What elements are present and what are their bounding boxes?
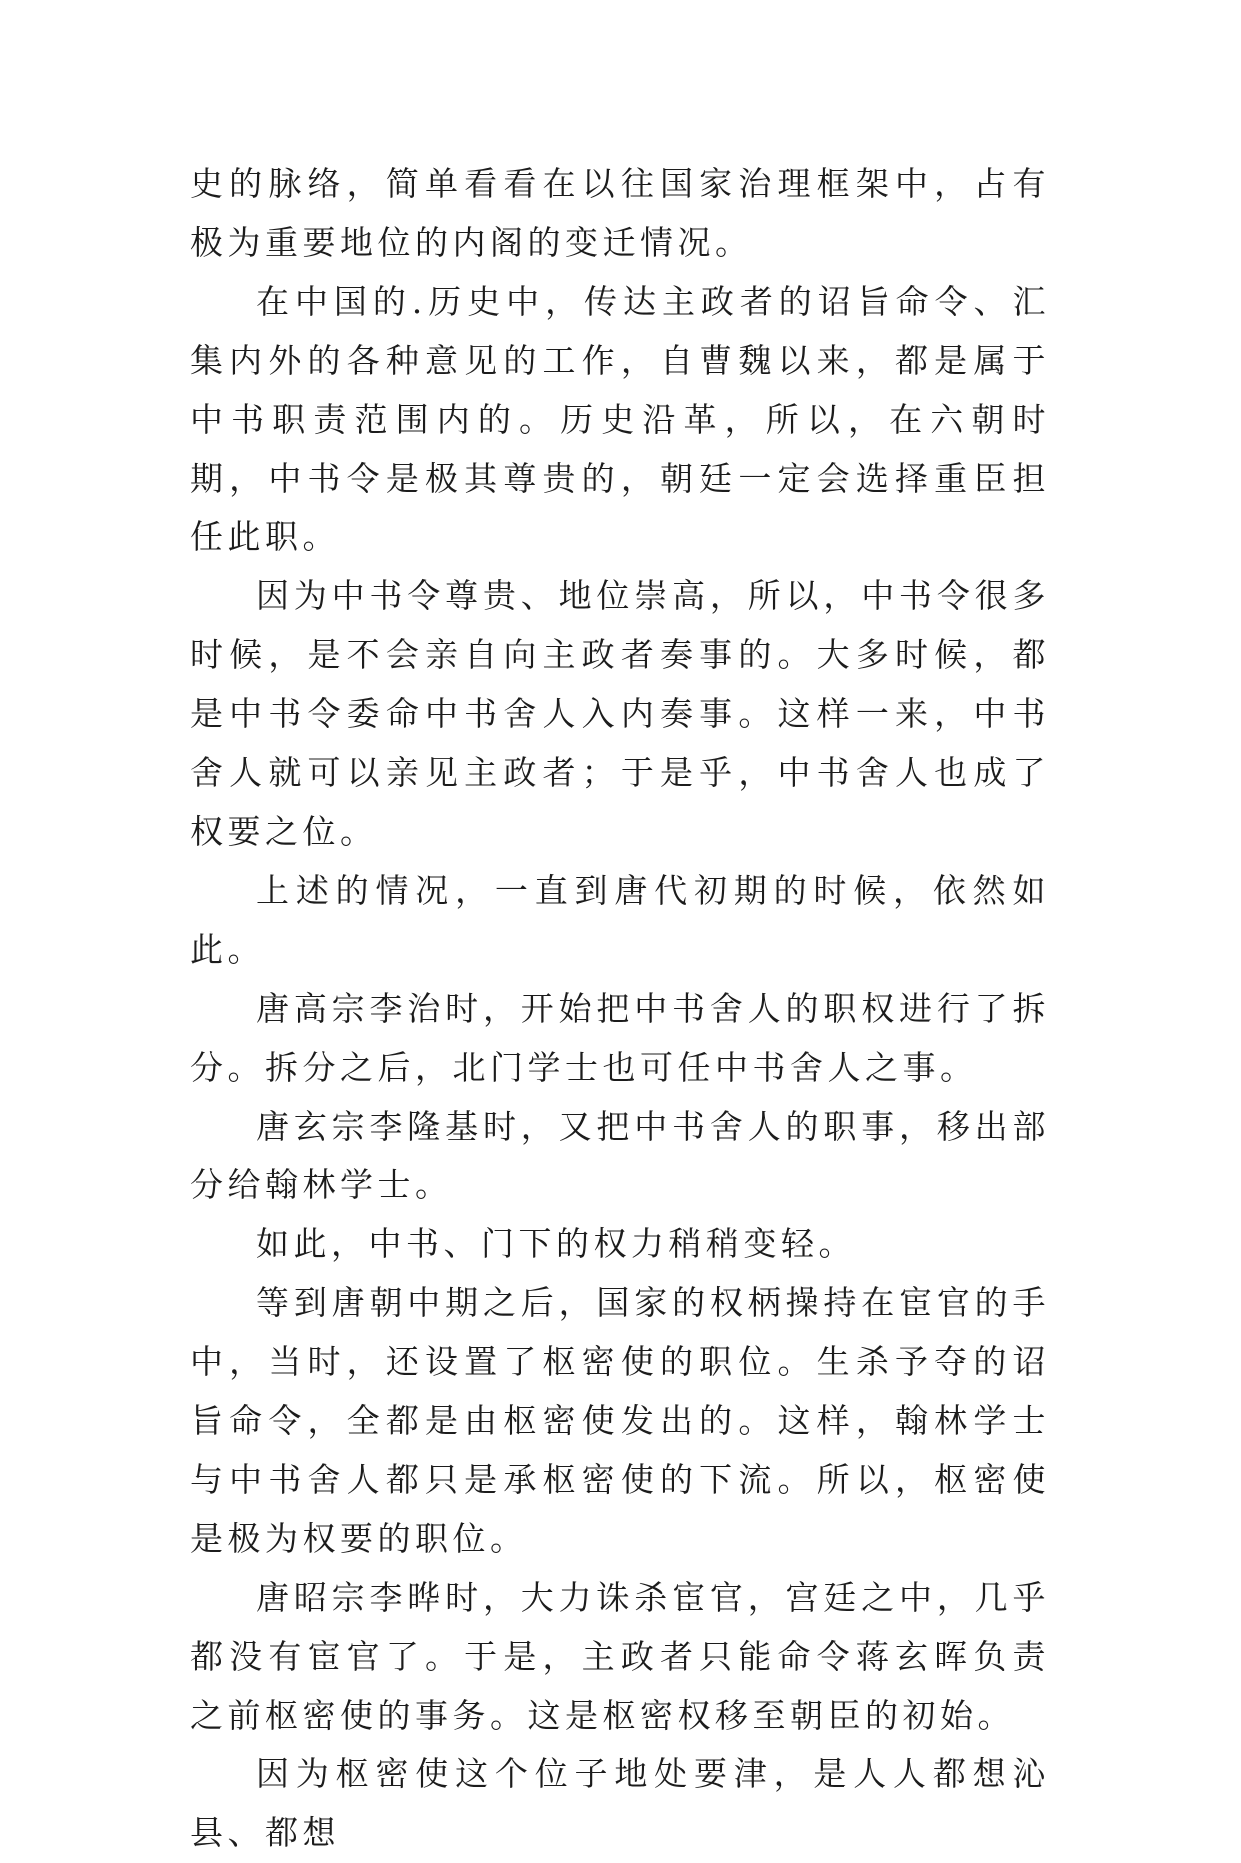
- paragraph-4: 上述的情况，一直到唐代初期的时候，依然如此。: [190, 870, 1050, 969]
- paragraph-2: 在中国的.历史中，传达主政者的诏旨命令、汇集内外的各种意见的工作，自曹魏以来，都是属于中书职责范围内的。历史沿革，所以，在六朝时期，中书令是极其尊贵的，朝廷一定会选择重臣担任此职。: [190, 281, 1050, 557]
- paragraph-5: 唐高宗李治时，开始把中书舍人的职权进行了拆分。拆分之后，北门学士也可任中书舍人之事。: [190, 988, 1050, 1087]
- paragraph-8: 等到唐朝中期之后，国家的权柄操持在宦官的手中，当时，还设置了枢密使的职位。生杀予夺的诏旨命令，全都是由枢密使发出的。这样，翰林学士与中书舍人都只是承枢密使的下流。所以，枢密使是极为权要的职位。: [190, 1283, 1050, 1558]
- paragraph-3: 因为中书令尊贵、地位崇高，所以，中书令很多时候，是不会亲自向主政者奏事的。大多时候，都是中书令委命中书舍人入内奏事。这样一来，中书舍人就可以亲见主政者；于是乎，中书舍人也成了权要之位。: [190, 576, 1050, 851]
- paragraph-1: 史的脉络，简单看看在以往国家治理框架中，占有极为重要地位的内阁的变迁情况。: [190, 164, 1050, 262]
- paragraph-6: 唐玄宗李隆基时，又把中书舍人的职事，移出部分给翰林学士。: [190, 1106, 1050, 1205]
- document-page: [190, 155, 1050, 1863]
- paragraph-10: 因为枢密使这个位子地处要津，是人人都想沁县、都想: [190, 1754, 1050, 1853]
- paragraph-9: 唐昭宗李晔时，大力诛杀宦官，宫廷之中，几乎都没有宦官了。于是，主政者只能命令蒋玄晖负责之前枢密使的事务。这是枢密权移至朝臣的初始。: [190, 1577, 1050, 1735]
- paragraph-7: 如此，中书、门下的权力稍稍变轻。: [256, 1224, 856, 1264]
